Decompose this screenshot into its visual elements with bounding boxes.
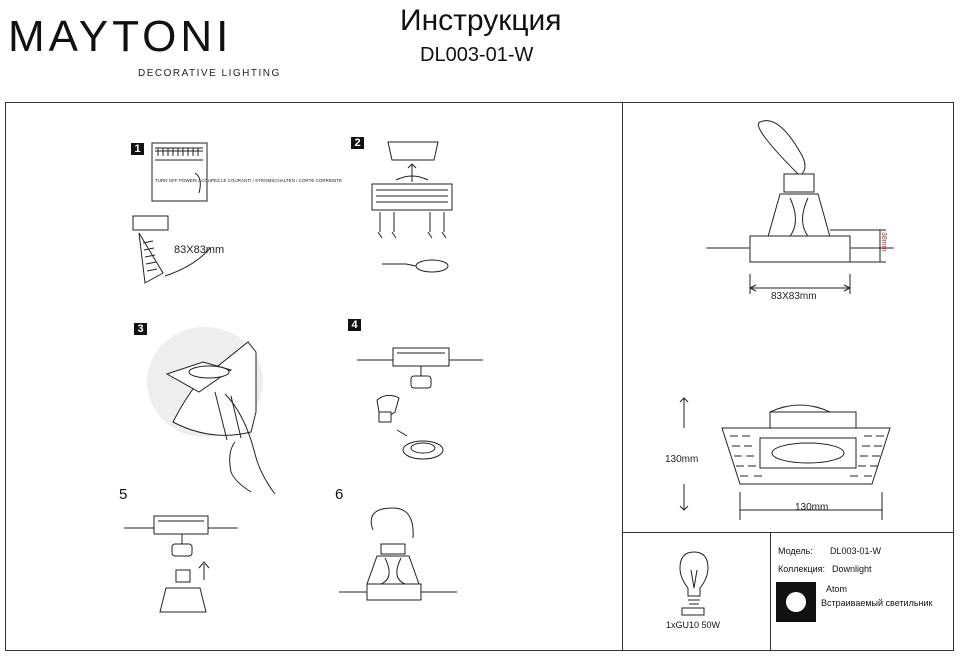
step-4-label: 4 [348,319,361,331]
document-code: DL003-01-W [420,44,534,66]
step-3-label: 3 [134,323,147,335]
step-2-illustration [360,132,470,282]
bottom-dimension-width: 130mm [795,502,829,513]
series-name: Atom [826,584,848,594]
model-value: DL003-01-W [830,546,882,556]
bottom-dimension-height: 130mm [665,454,699,465]
step-1-dimension: 83X83mm [174,244,225,256]
step-5-label: 5 [119,486,128,503]
product-type: Встраиваемый светильник [821,598,933,608]
step-1-note: TURN OFF POWER! / COUPEZ LE COURANT! / STROMSCHALTEN / CORTE CORRIENTE [155,178,343,183]
divider-spec [770,532,771,651]
brand-subtitle: DECORATIVE LIGHTING [138,68,281,79]
top-dimension-height: 38mm [880,232,887,252]
step-1-illustration [125,138,343,293]
step-6-label: 6 [335,486,344,503]
step-3-illustration [145,312,275,492]
model-label: Модель: [778,546,813,556]
collection-value: Downlight [832,564,872,574]
step-5-illustration [120,510,250,620]
step-4-illustration [355,340,485,470]
top-dimension-width: 83X83mm [771,291,817,302]
step-2-label: 2 [351,137,364,149]
swatch-circle-icon [786,592,806,612]
document-title: Инструкция [400,4,562,37]
step-1-label: 1 [131,143,144,155]
divider-vertical [622,102,623,651]
collection-label: Коллекция: [778,564,826,574]
side-view-drawing [700,112,900,312]
step-6-illustration [335,500,465,610]
brand-logo: MAYTONI [8,12,233,61]
divider-horizontal [622,532,954,533]
product-swatch [776,582,816,622]
bulb-icon [672,548,716,618]
lamp-spec: 1xGU10 50W [666,620,721,630]
